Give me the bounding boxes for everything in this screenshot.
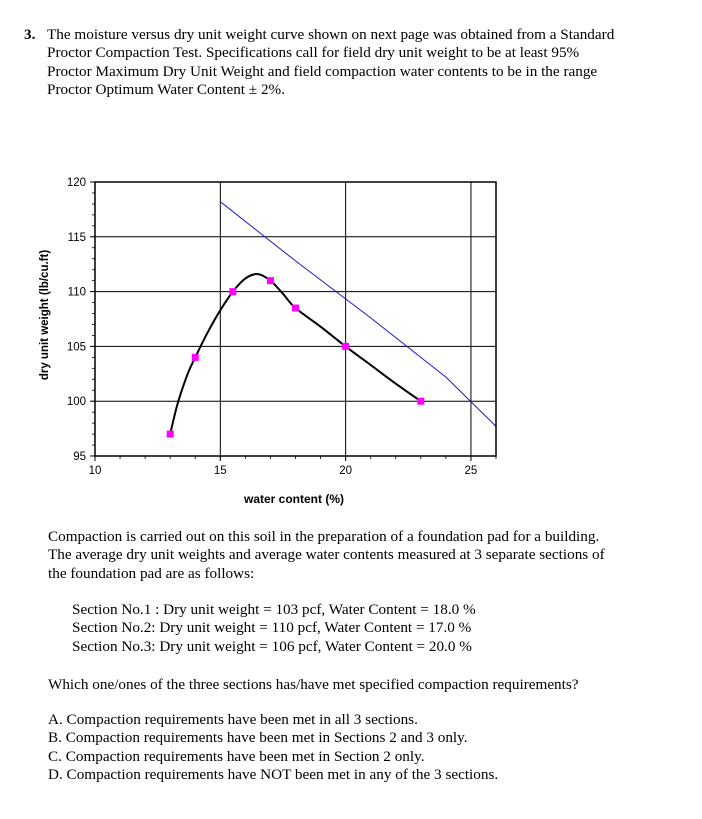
- option-a[interactable]: A. Compaction requirements have been met in all 3 sections.: [48, 711, 418, 728]
- section-1: Section No.1 : Dry unit weight = 103 pcf, Water Content = 18.0 %: [72, 601, 476, 618]
- problem-number: 3.: [24, 26, 36, 43]
- chart-gridlines: [90, 182, 496, 461]
- problem-line: Proctor Optimum Water Content ± 2%.: [47, 81, 285, 99]
- data-point: [192, 354, 199, 361]
- problem-line: Proctor Compaction Test. Specifications call for field dry unit weight to be at least 95%: [47, 44, 580, 62]
- option-b[interactable]: B. Compaction requirements have been met in Sections 2 and 3 only.: [48, 729, 468, 747]
- answer-options: [48, 711, 688, 785]
- x-tick-label: 20: [339, 465, 353, 477]
- data-point: [342, 343, 349, 350]
- intro-paragraph: [48, 528, 688, 583]
- x-tick-label: 10: [88, 465, 102, 477]
- intro-line: the foundation pad are as follows:: [48, 564, 255, 582]
- data-points: [167, 277, 425, 437]
- data-point: [167, 431, 174, 438]
- y-tick-label: 105: [66, 341, 86, 354]
- data-point: [417, 398, 424, 405]
- compaction-chart: [0, 160, 520, 510]
- option-d[interactable]: D. Compaction requirements have NOT been met in any of the 3 sections.: [48, 766, 499, 784]
- intro-line: The average dry unit weights and average water contents measured at 3 separate sections of: [48, 546, 605, 564]
- y-axis-label: dry unit weight (lb/cu.ft): [39, 249, 51, 381]
- problem-line: Proctor Maximum Dry Unit Weight and field compaction water contents to be in the range: [47, 62, 598, 80]
- x-tick-label: 15: [213, 465, 227, 477]
- option-c[interactable]: C. Compaction requirements have been met in Section 2 only.: [48, 747, 425, 765]
- question-text: Which one/ones of the three sections has/have met specified compaction requirements?: [48, 676, 579, 693]
- zero-air-voids-line: [220, 202, 496, 427]
- section-2: Section No.2: Dry unit weight = 110 pcf, Water Content = 17.0 %: [72, 619, 472, 637]
- section-3: Section No.3: Dry unit weight = 106 pcf, Water Content = 20.0 %: [72, 637, 472, 655]
- y-tick-label: 120: [66, 177, 86, 189]
- y-tick-label: 110: [67, 286, 86, 299]
- data-point: [267, 277, 274, 284]
- problem-line: The moisture versus dry unit weight curve shown on next page was obtained from a Standard: [47, 26, 615, 43]
- y-tick-label: 115: [67, 231, 86, 244]
- x-tick-labels: [89, 465, 478, 477]
- compaction-curve: [170, 274, 421, 434]
- x-axis-label: water content (%): [243, 492, 345, 506]
- y-tick-label: 100: [66, 396, 86, 409]
- y-tick-labels: [67, 177, 86, 463]
- data-point: [229, 288, 236, 295]
- x-tick-label: 25: [464, 465, 478, 477]
- intro-line: Compaction is carried out on this soil in the preparation of a foundation pad for a building.: [48, 528, 600, 545]
- section-measurements: [72, 601, 702, 656]
- data-point: [292, 305, 299, 312]
- plot-area-frame: [95, 182, 496, 456]
- chart-minor-ticks: [92, 182, 496, 459]
- problem-statement: [24, 26, 674, 100]
- y-tick-label: 95: [73, 451, 86, 463]
